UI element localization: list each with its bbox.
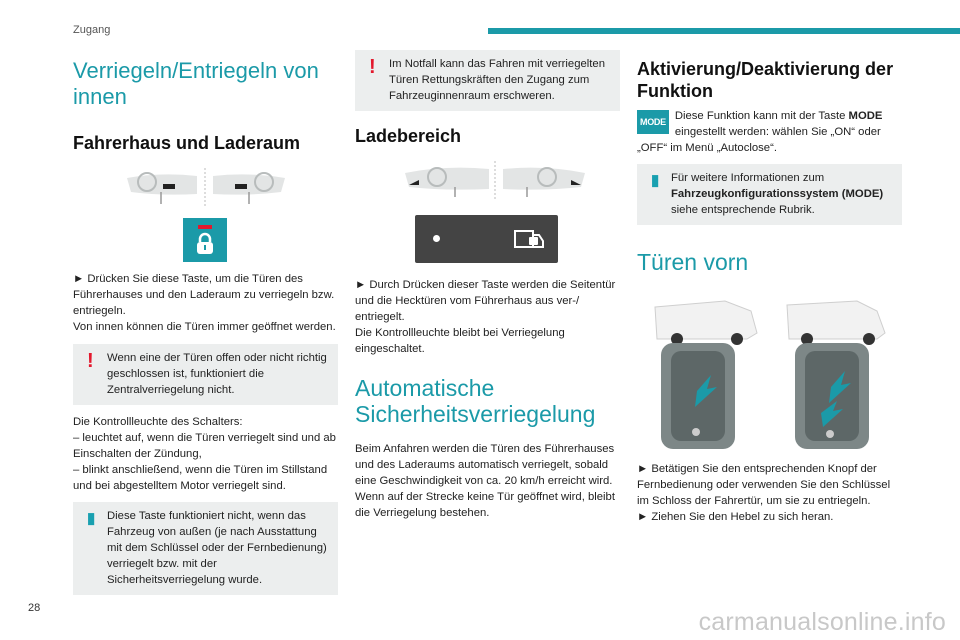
warning-icon: ! xyxy=(87,350,94,372)
page-number: 28 xyxy=(28,602,41,614)
header-accent-bar xyxy=(488,28,960,34)
van-right-image xyxy=(787,301,885,345)
info-box-button xyxy=(73,502,338,595)
central-lock-button xyxy=(183,218,227,262)
col1-para1: ► Drücken Sie diese Taste, um die Türen des Führerhauses und den Laderaum zu verriegeln bzw. entriegeln. xyxy=(73,273,335,317)
warning-icon: ! xyxy=(369,56,376,78)
mode-text-c: eingestellt werden: wählen Sie „ON“ oder „OFF“ im Menü „Autoclose“. xyxy=(637,126,881,154)
lamp-item-2: – blinkt anschließend, wenn die Türen im Stillstand und bei abgestelltem Motor verriegelt sind. xyxy=(73,464,328,492)
van-left-image xyxy=(655,301,757,345)
lamp-item-1: – leuchtet auf, wenn die Türen verriegelt sind und ab Einschalten der Zündung, xyxy=(73,432,336,460)
info-mode-c: siehe entsprechende Rubrik. xyxy=(671,204,815,216)
warning-box-emergency xyxy=(355,50,620,111)
column-2 xyxy=(355,50,620,521)
front-door-illustration xyxy=(637,291,902,451)
col2-para2: Die Kontrollleuchte bleibt bei Verriegelung eingeschaltet. xyxy=(355,327,565,355)
info-mode-a: Für weitere Informationen zum xyxy=(671,172,825,184)
van-lock-icon xyxy=(513,225,547,253)
load-area-illustration xyxy=(395,161,595,201)
heading-lock-unlock-inside: Verriegeln/Entriegeln von innen xyxy=(73,58,319,109)
warning-text: Wenn eine der Türen offen oder nicht richtig geschlossen ist, funktioniert die Zentralverriegelung nicht. xyxy=(107,352,327,396)
cab-door-illustration xyxy=(121,168,291,208)
column-1 xyxy=(73,50,338,595)
indicator-lamp-icon xyxy=(433,235,440,242)
lamp-intro: Die Kontrollleuchte des Schalters: xyxy=(73,416,243,428)
section-label: Zugang xyxy=(73,24,111,36)
col2-para1: ► Durch Drücken dieser Taste werden die Seitentür und die Hecktüren vom Führerhaus aus ver-/ entriegelt. xyxy=(355,279,616,323)
info-box-mode xyxy=(637,164,902,225)
col3-para2: ► Betätigen Sie den entsprechenden Knopf der Fernbedienung oder verwenden Sie den Schlüssel im Schloss der Fahrertür, um sie zu entriegeln. xyxy=(637,463,891,507)
heading-auto-lock: Automatische Sicherheitsverriegelung xyxy=(355,375,596,427)
info-icon: ▮ xyxy=(87,510,96,527)
heading-cab-and-load: Fahrerhaus und Laderaum xyxy=(73,133,301,153)
watermark: carmanualsonline.info xyxy=(698,608,946,636)
warning-box-door-open xyxy=(73,344,338,405)
heading-activation: Aktivierung/Deaktivierung der Funktion xyxy=(637,59,894,101)
info-mode-b: Fahrzeugkonfigurationssystem (MODE) xyxy=(671,188,884,200)
mode-paragraph xyxy=(637,108,902,156)
col1-para2: Von innen können die Türen immer geöffnet werden. xyxy=(73,321,336,333)
emergency-warning-text: Im Notfall kann das Fahren mit verriegelten Türen Rettungskräften den Zugang zum Fahrzeuginnenraum erschweren. xyxy=(389,58,605,102)
col3-para3: ► Ziehen Sie den Hebel zu sich heran. xyxy=(637,511,834,523)
heading-front-doors: Türen vorn xyxy=(637,249,749,275)
heading-load-area: Ladebereich xyxy=(355,126,462,146)
mode-button-icon: MODE xyxy=(637,110,669,134)
info-icon: ▮ xyxy=(651,172,660,189)
load-area-lock-button xyxy=(415,215,558,263)
mode-text-a: Diese Funktion kann mit der Taste xyxy=(674,110,849,122)
padlock-icon xyxy=(194,232,216,256)
column-3 xyxy=(637,50,902,525)
col2-para3: Beim Anfahren werden die Türen des Führerhauses und des Laderaums automatisch verriegelt, sobald eine Geschwindigkeit von ca. 20 km/h erreicht wird. Wenn auf der Strecke keine Tür geöffnet wird, bleibt die Verriegelung bestehen. xyxy=(355,443,615,519)
mode-text-b: MODE xyxy=(848,110,883,122)
info-text: Diese Taste funktioniert nicht, wenn das Fahrzeug von außen (je nach Ausstattung mit dem Schlüssel oder der Fernbedienung) verriegelt bzw. mit der Sicherheitsverriegelung wurde. xyxy=(107,510,327,586)
